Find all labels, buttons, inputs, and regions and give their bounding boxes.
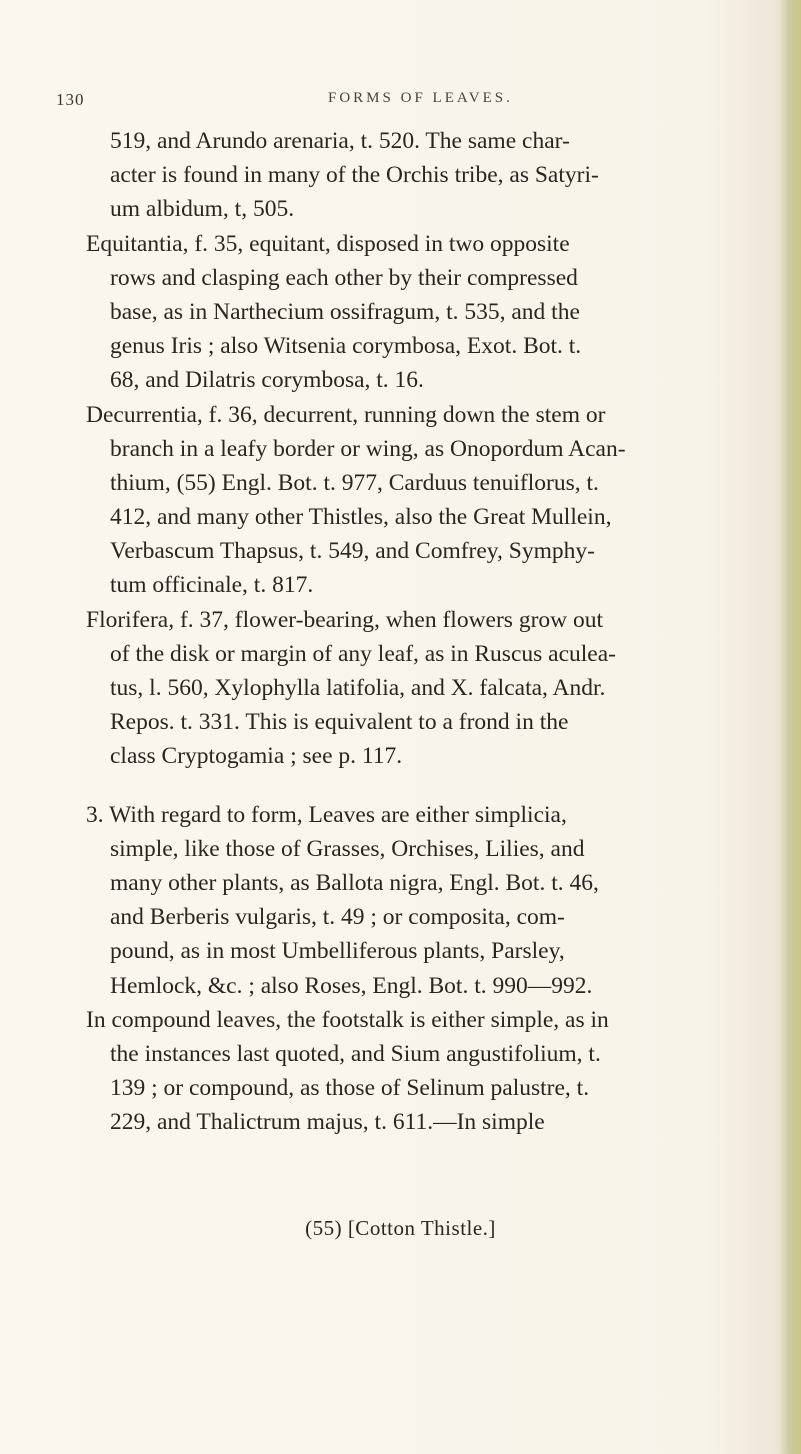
body-text <box>86 124 746 1139</box>
text-line: branch in a leafy border or wing, as Onopordum Acan- <box>110 435 626 462</box>
text-line: Decurrentia, f. 36, decurrent, running down the stem or <box>86 401 606 428</box>
text-line: many other plants, as Ballota nigra, Engl. Bot. t. 46, <box>110 869 599 896</box>
text-line: 68, and Dilatris corymbosa, t. 16. <box>110 367 424 394</box>
text-line: of the disk or margin of any leaf, as in Ruscus aculea- <box>110 640 616 667</box>
text-line: 139 ; or compound, as those of Selinum palustre, t. <box>110 1075 590 1102</box>
page-number: 130 <box>56 90 85 109</box>
footnote: (55) [Cotton Thistle.] <box>305 1216 496 1240</box>
text-line: pound, as in most Umbelliferous plants, Parsley, <box>110 938 565 965</box>
text-line: 229, and Thalictrum majus, t. 611.—In simple <box>110 1109 545 1136</box>
text-line: um albidum, t, 505. <box>110 196 295 223</box>
text-line: thium, (55) Engl. Bot. t. 977, Carduus tenuiflorus, t. <box>110 469 599 496</box>
page-header <box>56 90 756 120</box>
text-line: Repos. t. 331. This is equivalent to a frond in the <box>110 709 569 736</box>
text-line: Verbascum Thapsus, t. 549, and Comfrey, Symphy- <box>110 538 595 565</box>
text-line: Florifera, f. 37, flower-bearing, when flowers grow out <box>86 606 604 633</box>
text-line: 3. With regard to form, Leaves are either simplicia, <box>86 801 567 828</box>
text-line: and Berberis vulgaris, t. 49 ; or composita, com- <box>110 904 565 931</box>
text-line: simple, like those of Grasses, Orchises, Lilies, and <box>110 835 585 862</box>
paragraph-gap <box>86 774 746 798</box>
text-line: tum officinale, t. 817. <box>110 572 314 599</box>
text-line: class Cryptogamia ; see p. 117. <box>110 743 403 770</box>
running-title: FORMS OF LEAVES. <box>328 90 513 106</box>
text-line: 519, and Arundo arenaria, t. 520. The same char- <box>110 128 570 154</box>
text-line: base, as in Narthecium ossifragum, t. 535, and the <box>110 298 580 325</box>
text-line: In compound leaves, the footstalk is either simple, as in <box>86 1006 609 1033</box>
text-line: tus, l. 560, Xylophylla latifolia, and X. falcata, Andr. <box>110 675 606 701</box>
text-line: 412, and many other Thistles, also the Great Mullein, <box>110 504 612 531</box>
text-line: genus Iris ; also Witsenia corymbosa, Exot. Bot. t. <box>110 333 582 360</box>
text-line: the instances last quoted, and Sium angustifolium, t. <box>110 1040 601 1067</box>
text-line: Equitantia, f. 35, equitant, disposed in two opposite <box>86 230 570 257</box>
text-line: rows and clasping each other by their compressed <box>110 264 578 291</box>
text-line: acter is found in many of the Orchis tribe, as Satyri- <box>110 162 599 189</box>
text-line: Hemlock, &c. ; also Roses, Engl. Bot. t. 990—992. <box>110 972 593 999</box>
